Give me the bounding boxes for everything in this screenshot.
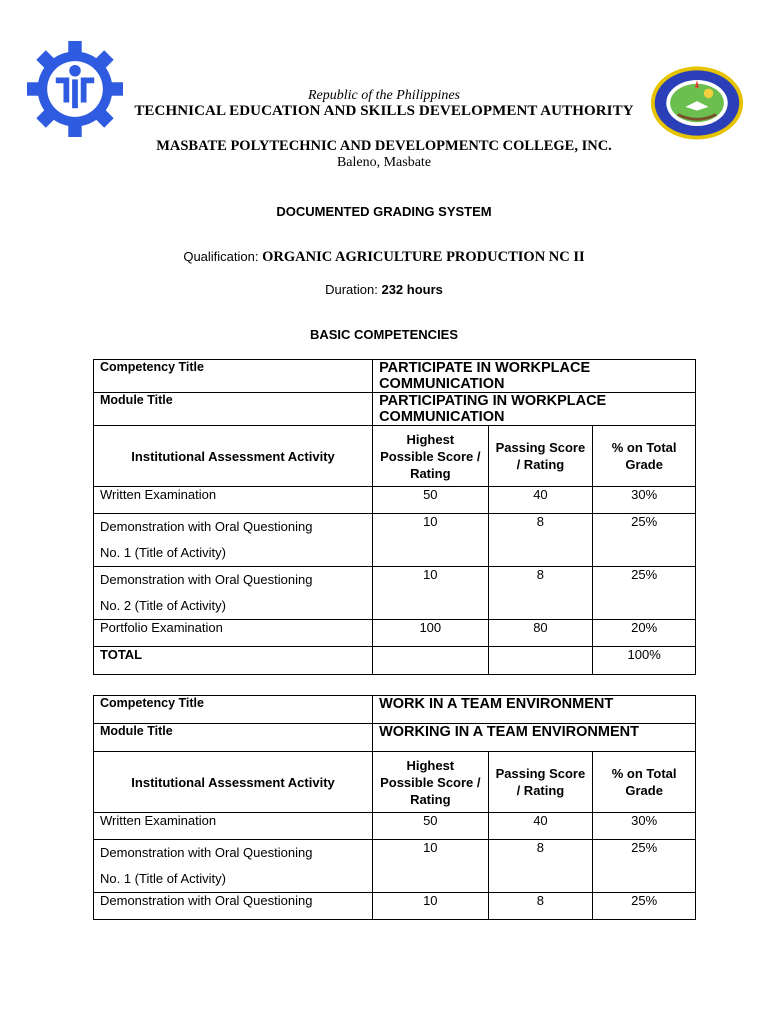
competency-title-value: WORK IN A TEAM ENVIRONMENT [373, 696, 696, 724]
passing-cell: 40 [488, 487, 593, 514]
column-header-activity: Institutional Assessment Activity [94, 426, 373, 487]
college-name: MASBATE POLYTECHNIC AND DEVELOPMENTC COLLEGE, INC. [156, 138, 612, 154]
competency-title-label: Competency Title [94, 360, 373, 393]
passing-cell: 8 [488, 514, 593, 567]
duration-value: 232 hours [381, 282, 443, 297]
percent-cell: 20% [593, 620, 696, 647]
republic-line: Republic of the Philippines [307, 88, 461, 103]
percent-cell: 30% [593, 487, 696, 514]
passing-cell: 8 [488, 840, 593, 893]
activity-cell [94, 840, 373, 893]
module-title-value: PARTICIPATING IN WORKPLACE COMMUNICATION [373, 393, 696, 426]
column-header-highest: Highest Possible Score / Rating [373, 426, 488, 487]
activity-cell: Written Examination [94, 487, 373, 514]
highest-cell: 10 [373, 840, 488, 893]
highest-cell: 50 [373, 813, 488, 840]
table-row [94, 514, 696, 567]
table-row [94, 487, 696, 514]
percent-cell: 25% [593, 893, 696, 920]
table-row [94, 813, 696, 840]
percent-cell: 25% [593, 567, 696, 620]
total-highest-cell [373, 647, 488, 675]
table-row [94, 567, 696, 620]
qualification-line [0, 249, 768, 266]
column-header-highest: Highest Possible Score / Rating [373, 752, 488, 813]
column-header-percent: % on Total Grade [593, 426, 696, 487]
activity-cell: Portfolio Examination [94, 620, 373, 647]
module-title-label: Module Title [94, 393, 373, 426]
passing-cell: 80 [488, 620, 593, 647]
duration-line [0, 282, 768, 297]
column-header-passing: Passing Score / Rating [488, 426, 593, 487]
highest-cell: 10 [373, 893, 488, 920]
passing-cell: 8 [488, 567, 593, 620]
module-title-label: Module Title [94, 724, 373, 752]
section-heading: BASIC COMPETENCIES [309, 327, 459, 342]
highest-cell: 10 [373, 514, 488, 567]
percent-cell: 25% [593, 840, 696, 893]
competency-title-value: PARTICIPATE IN WORKPLACE COMMUNICATION [373, 360, 696, 393]
activity-line: No. 1 (Title of Activity) [100, 871, 226, 886]
column-header-passing: Passing Score / Rating [488, 752, 593, 813]
percent-cell: 30% [593, 813, 696, 840]
activity-cell [94, 567, 373, 620]
activity-cell [94, 514, 373, 567]
total-passing-cell [488, 647, 593, 675]
activity-line: Demonstration with Oral Questioning [100, 572, 313, 587]
column-header-activity: Institutional Assessment Activity [94, 752, 373, 813]
qualification-label: Qualification: [183, 249, 259, 264]
passing-cell: 40 [488, 813, 593, 840]
highest-cell: 50 [373, 487, 488, 514]
activity-line: Demonstration with Oral Questioning [100, 519, 313, 534]
competency-title-label: Competency Title [94, 696, 373, 724]
total-row [94, 647, 696, 675]
activity-line: Demonstration with Oral Questioning [100, 845, 313, 860]
competency-table-1 [93, 359, 696, 675]
document-title: DOCUMENTED GRADING SYSTEM [276, 204, 492, 219]
column-header-percent: % on Total Grade [593, 752, 696, 813]
activity-line: No. 2 (Title of Activity) [100, 598, 226, 613]
competency-table-2 [93, 695, 696, 920]
activity-line: No. 1 (Title of Activity) [100, 545, 226, 560]
table-row [94, 840, 696, 893]
total-percent-cell: 100% [593, 647, 696, 675]
module-title-value: WORKING IN A TEAM ENVIRONMENT [373, 724, 696, 752]
highest-cell: 10 [373, 567, 488, 620]
activity-cell: Written Examination [94, 813, 373, 840]
qualification-value: ORGANIC AGRICULTURE PRODUCTION NC II [262, 249, 585, 265]
activity-cell: Demonstration with Oral Questioning [94, 893, 373, 920]
table-row [94, 620, 696, 647]
duration-label: Duration: [325, 282, 378, 297]
percent-cell: 25% [593, 514, 696, 567]
agency-name: TECHNICAL EDUCATION AND SKILLS DEVELOPMENT AUTHORITY [134, 103, 634, 119]
total-label: TOTAL [94, 647, 373, 675]
table-row [94, 893, 696, 920]
passing-cell: 8 [488, 893, 593, 920]
highest-cell: 100 [373, 620, 488, 647]
college-location: Baleno, Masbate [336, 155, 432, 170]
